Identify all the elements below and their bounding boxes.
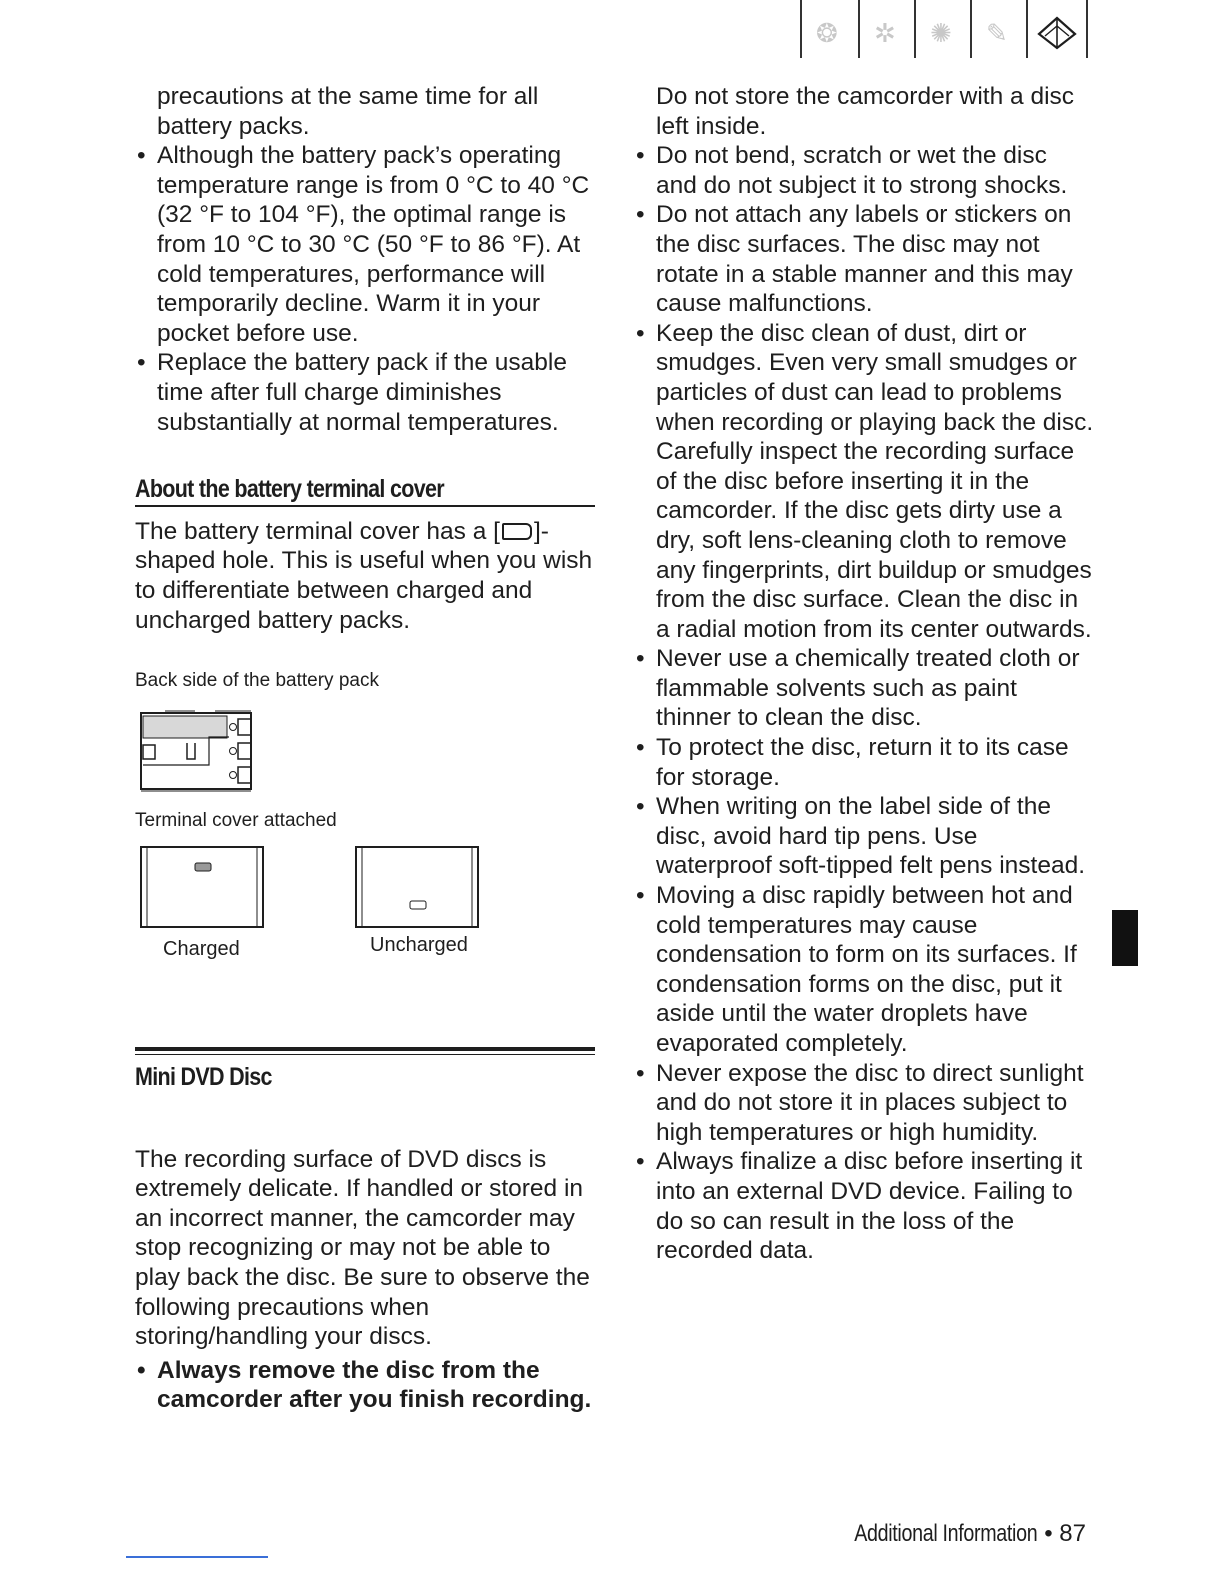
charged-cover-diagram — [139, 843, 269, 933]
list-item: • Do not bend, scratch or wet the disc and do not subject it to strong shocks. — [636, 142, 1068, 199]
tools-icon: ✎ — [986, 18, 1008, 48]
terminal-body: The battery terminal cover has a [ ]-shaped hole. This is useful when you wish to differentiate between charged and uncharged battery packs. — [135, 517, 593, 634]
bullet-dot: • — [636, 142, 645, 170]
disc-bullet-list — [634, 141, 1094, 1266]
list-item: • Always remove the disc from the camcorder after you finish recording. — [137, 1356, 592, 1414]
sparkle-icon: ✲ — [874, 18, 896, 48]
tab-tools[interactable] — [970, 0, 1028, 58]
back-side-caption: Back side of the battery pack — [135, 670, 379, 692]
book-icon — [1035, 12, 1079, 52]
uncharged-cover-diagram — [354, 843, 484, 933]
camera-icon: ❂ — [816, 18, 838, 48]
page-footer — [814, 1520, 1086, 1548]
list-item: • To protect the disc, return it to its case for storage. — [636, 734, 1069, 791]
uncharged-label: Uncharged — [370, 934, 468, 957]
bullet-dot: • — [636, 1059, 645, 1087]
continued-text: precautions at the same time for all battery packs. — [157, 83, 539, 140]
battery-bullet-list — [135, 141, 595, 437]
terminal-cover-figures — [135, 843, 595, 967]
bullet-dot: • — [636, 1148, 645, 1176]
right-column — [634, 82, 1094, 1266]
chapter-thumb-marker — [1112, 910, 1138, 966]
battery-back-diagram — [135, 707, 265, 797]
bullet-dot: • — [137, 349, 146, 377]
dvd-bold-list — [135, 1356, 595, 1415]
gear-icon: ✺ — [930, 18, 952, 48]
footer-section-name: Additional Information — [854, 1520, 1038, 1547]
footer-link-line — [126, 1556, 268, 1558]
list-item: • Always finalize a disc before inserting it into an external DVD device. Failing to do so can result in the loss of the recorded data. — [636, 1148, 1083, 1265]
tab-camera[interactable] — [800, 0, 860, 58]
attached-caption: Terminal cover attached — [135, 810, 337, 832]
dvd-section-rule — [135, 1047, 595, 1055]
terminal-heading-block — [135, 475, 595, 507]
tab-gear[interactable] — [914, 0, 972, 58]
list-item: • When writing on the label side of the disc, avoid hard tip pens. Use waterproof soft-tipped felt pens instead. — [636, 793, 1086, 880]
list-item: • Replace the battery pack if the usable time after full charge diminishes substantially at normal temperatures. — [137, 349, 567, 436]
bullet-dot: • — [137, 1356, 146, 1384]
bullet-dot: • — [636, 319, 645, 347]
dvd-intro: The recording surface of DVD discs is extremely delicate. If handled or stored in an incorrect manner, the camcorder may stop recognizing or may not be able to play back the disc. Be sure to observe the following precautions when storing/handling your discs. — [135, 1145, 590, 1351]
section-heading: Mini DVD Disc — [135, 1063, 272, 1092]
bullet-dot: • — [636, 793, 645, 821]
list-item: • Moving a disc rapidly between hot and cold temperatures may cause condensation to form on its surfaces. If condensation forms on the disc, put it aside until the water droplets have evaporated completely. — [636, 882, 1077, 1057]
footer-bullet: • — [1044, 1520, 1053, 1547]
chapter-tabs — [800, 0, 1090, 58]
list-item: • Never use a chemically treated cloth or flammable solvents such as paint thinner to clean the disc. — [636, 645, 1080, 732]
page-number: 87 — [1059, 1520, 1086, 1547]
section-heading: About the battery terminal cover — [135, 475, 444, 504]
bullet-dot: • — [636, 734, 645, 762]
list-item: • Although the battery pack’s operating temperature range is from 0 °C to 40 °C (32 °F to 104 °F), the optimal range is from 10 °C to 30 °C (50 °F to 86 °F). At cold temperatures, performance will temporarily decline. Warm it in your pocket before use. — [137, 142, 590, 347]
terminal-hole-icon — [502, 523, 532, 540]
bullet-dot: • — [137, 142, 146, 170]
bullet-dot: • — [636, 882, 645, 910]
tab-book[interactable] — [1026, 0, 1088, 58]
tab-sparkle[interactable] — [858, 0, 916, 58]
list-item: • Keep the disc clean of dust, dirt or smudges. Even very small smudges or particles of dust can lead to problems when recording or playing back the disc. Carefully inspect the recording surface of the disc before inserting it in the camcorder. If the disc gets dirty use a dry, soft lens-cleaning cloth to remove any fingerprints, dirt buildup or smudges from the disc surface. Clean the disc in a radial motion from its center outwards. — [636, 319, 1094, 643]
charged-label: Charged — [163, 938, 240, 961]
list-item: • Never expose the disc to direct sunlight and do not store it in places subject to high temperatures or high humidity. — [636, 1059, 1084, 1146]
bullet-dot: • — [636, 645, 645, 673]
left-column — [135, 82, 595, 1415]
bullet-dot: • — [636, 201, 645, 229]
list-item: • Do not attach any labels or stickers on the disc surfaces. The disc may not rotate in a stable manner and this may cause malfunctions. — [636, 201, 1073, 318]
continued-text: Do not store the camcorder with a disc left inside. — [656, 83, 1075, 140]
